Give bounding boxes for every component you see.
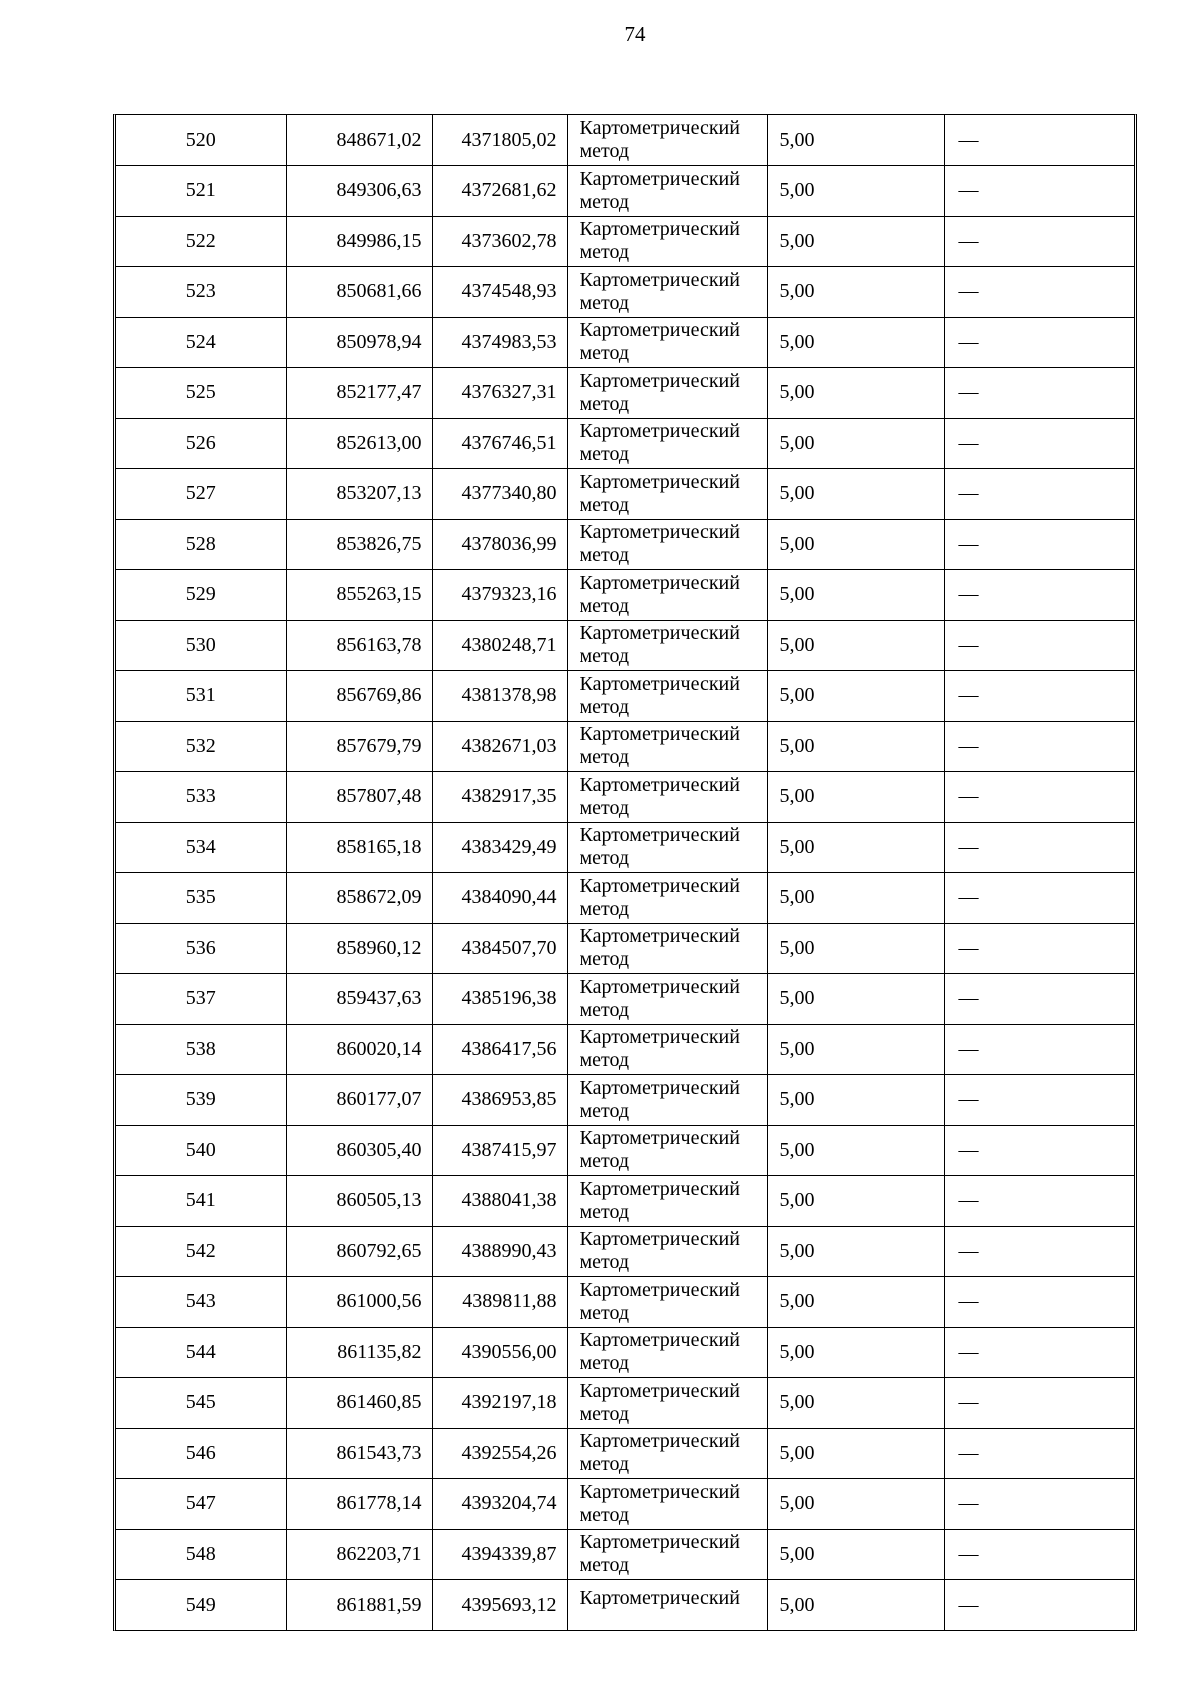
table-row: [116, 1327, 1134, 1378]
method-text: Картометрический метод: [579, 773, 740, 819]
method-cell: [567, 1125, 767, 1176]
y-coordinate-cell: 4384090,44: [432, 873, 567, 924]
accuracy-cell: 5,00: [767, 1024, 944, 1075]
accuracy-cell: 5,00: [767, 1277, 944, 1328]
description-cell: —: [944, 469, 1134, 520]
method-cell: [567, 570, 767, 621]
method-text: Картометрический метод: [579, 672, 740, 718]
description-cell: —: [944, 1529, 1134, 1580]
point-number-cell: 521: [116, 166, 286, 217]
accuracy-cell: 5,00: [767, 166, 944, 217]
description-cell: —: [944, 166, 1134, 217]
method-cell: [567, 1428, 767, 1479]
point-number-cell: 523: [116, 267, 286, 318]
description-cell: —: [944, 1580, 1134, 1631]
method-cell: [567, 267, 767, 318]
x-coordinate-cell: 860305,40: [286, 1125, 432, 1176]
point-number-cell: 546: [116, 1428, 286, 1479]
method-text: Картометрический: [579, 1586, 740, 1609]
x-coordinate-cell: 861543,73: [286, 1428, 432, 1479]
method-text: Картометрический метод: [579, 117, 740, 162]
point-number-cell: 535: [116, 873, 286, 924]
point-number-cell: 529: [116, 570, 286, 621]
accuracy-cell: 5,00: [767, 721, 944, 772]
x-coordinate-cell: 849306,63: [286, 166, 432, 217]
point-number-cell: 525: [116, 368, 286, 419]
y-coordinate-cell: 4374983,53: [432, 317, 567, 368]
accuracy-cell: 5,00: [767, 873, 944, 924]
accuracy-cell: 5,00: [767, 216, 944, 267]
point-number-cell: 528: [116, 519, 286, 570]
description-cell: —: [944, 822, 1134, 873]
x-coordinate-cell: 860020,14: [286, 1024, 432, 1075]
method-cell: [567, 1277, 767, 1328]
table-row: [116, 1277, 1134, 1328]
description-cell: —: [944, 923, 1134, 974]
method-text: Картометрический метод: [579, 1480, 740, 1526]
description-cell: —: [944, 418, 1134, 469]
table-row: [116, 620, 1134, 671]
method-cell: [567, 1327, 767, 1378]
description-cell: —: [944, 317, 1134, 368]
point-number-cell: 530: [116, 620, 286, 671]
description-cell: —: [944, 1277, 1134, 1328]
description-cell: —: [944, 216, 1134, 267]
point-number-cell: 531: [116, 671, 286, 722]
y-coordinate-cell: 4378036,99: [432, 519, 567, 570]
method-cell: [567, 923, 767, 974]
y-coordinate-cell: 4372681,62: [432, 166, 567, 217]
method-cell: [567, 721, 767, 772]
point-number-cell: 522: [116, 216, 286, 267]
y-coordinate-cell: 4395693,12: [432, 1580, 567, 1631]
method-cell: [567, 317, 767, 368]
point-number-cell: 526: [116, 418, 286, 469]
x-coordinate-cell: 860177,07: [286, 1075, 432, 1126]
x-coordinate-cell: 852613,00: [286, 418, 432, 469]
method-cell: [567, 1529, 767, 1580]
accuracy-cell: 5,00: [767, 974, 944, 1025]
x-coordinate-cell: 855263,15: [286, 570, 432, 621]
table-row: [116, 166, 1134, 217]
point-number-cell: 537: [116, 974, 286, 1025]
x-coordinate-cell: 859437,63: [286, 974, 432, 1025]
y-coordinate-cell: 4380248,71: [432, 620, 567, 671]
point-number-cell: 542: [116, 1226, 286, 1277]
description-cell: —: [944, 721, 1134, 772]
method-text: Картометрический метод: [579, 470, 740, 516]
description-cell: —: [944, 1428, 1134, 1479]
table-row: [116, 317, 1134, 368]
method-cell: [567, 1580, 767, 1631]
y-coordinate-cell: 4386953,85: [432, 1075, 567, 1126]
y-coordinate-cell: 4392554,26: [432, 1428, 567, 1479]
table-row: [116, 469, 1134, 520]
description-cell: —: [944, 267, 1134, 318]
x-coordinate-cell: 862203,71: [286, 1529, 432, 1580]
y-coordinate-cell: 4388041,38: [432, 1176, 567, 1227]
description-cell: —: [944, 1176, 1134, 1227]
method-cell: [567, 1479, 767, 1530]
x-coordinate-cell: 857679,79: [286, 721, 432, 772]
y-coordinate-cell: 4381378,98: [432, 671, 567, 722]
point-number-cell: 544: [116, 1327, 286, 1378]
description-cell: —: [944, 368, 1134, 419]
table-row: [116, 1125, 1134, 1176]
x-coordinate-cell: 852177,47: [286, 368, 432, 419]
description-cell: —: [944, 1075, 1134, 1126]
table-row: [116, 822, 1134, 873]
y-coordinate-cell: 4382671,03: [432, 721, 567, 772]
x-coordinate-cell: 849986,15: [286, 216, 432, 267]
y-coordinate-cell: 4389811,88: [432, 1277, 567, 1328]
x-coordinate-cell: 858672,09: [286, 873, 432, 924]
method-cell: [567, 418, 767, 469]
method-cell: [567, 368, 767, 419]
point-number-cell: 545: [116, 1378, 286, 1429]
y-coordinate-cell: 4382917,35: [432, 772, 567, 823]
method-cell: [567, 1024, 767, 1075]
method-text: Картометрический метод: [579, 571, 740, 617]
point-number-cell: 547: [116, 1479, 286, 1530]
point-number-cell: 548: [116, 1529, 286, 1580]
method-text: Картометрический метод: [579, 925, 740, 971]
method-text: Картометрический метод: [579, 622, 740, 668]
method-text: Картометрический метод: [579, 975, 740, 1021]
method-text: Картометрический метод: [579, 268, 740, 314]
table-row: [116, 1479, 1134, 1530]
description-cell: —: [944, 519, 1134, 570]
accuracy-cell: 5,00: [767, 1125, 944, 1176]
y-coordinate-cell: 4392197,18: [432, 1378, 567, 1429]
x-coordinate-cell: 860505,13: [286, 1176, 432, 1227]
x-coordinate-cell: 861000,56: [286, 1277, 432, 1328]
description-cell: —: [944, 873, 1134, 924]
table-row: [116, 115, 1134, 166]
x-coordinate-cell: 861881,59: [286, 1580, 432, 1631]
table-row: [116, 1580, 1134, 1631]
accuracy-cell: 5,00: [767, 368, 944, 419]
method-text: Картометрический метод: [579, 874, 740, 920]
method-text: Картометрический метод: [579, 420, 740, 466]
accuracy-cell: 5,00: [767, 1529, 944, 1580]
table-row: [116, 1378, 1134, 1429]
point-number-cell: 520: [116, 115, 286, 166]
accuracy-cell: 5,00: [767, 418, 944, 469]
accuracy-cell: 5,00: [767, 317, 944, 368]
accuracy-cell: 5,00: [767, 115, 944, 166]
accuracy-cell: 5,00: [767, 923, 944, 974]
point-number-cell: 533: [116, 772, 286, 823]
method-cell: [567, 620, 767, 671]
method-cell: [567, 772, 767, 823]
x-coordinate-cell: 861135,82: [286, 1327, 432, 1378]
y-coordinate-cell: 4374548,93: [432, 267, 567, 318]
point-number-cell: 527: [116, 469, 286, 520]
table-row: [116, 1529, 1134, 1580]
accuracy-cell: 5,00: [767, 570, 944, 621]
method-text: Картометрический метод: [579, 723, 740, 769]
y-coordinate-cell: 4376327,31: [432, 368, 567, 419]
accuracy-cell: 5,00: [767, 822, 944, 873]
x-coordinate-cell: 853207,13: [286, 469, 432, 520]
y-coordinate-cell: 4377340,80: [432, 469, 567, 520]
table-row: [116, 216, 1134, 267]
point-number-cell: 532: [116, 721, 286, 772]
point-number-cell: 543: [116, 1277, 286, 1328]
y-coordinate-cell: 4386417,56: [432, 1024, 567, 1075]
table-row: [116, 519, 1134, 570]
description-cell: —: [944, 1327, 1134, 1378]
table-row: [116, 873, 1134, 924]
table-row: [116, 1024, 1134, 1075]
coordinates-table-body: [116, 115, 1134, 1630]
point-number-cell: 538: [116, 1024, 286, 1075]
accuracy-cell: 5,00: [767, 671, 944, 722]
table-row: [116, 1176, 1134, 1227]
y-coordinate-cell: 4388990,43: [432, 1226, 567, 1277]
method-cell: [567, 1075, 767, 1126]
method-cell: [567, 166, 767, 217]
method-cell: [567, 1226, 767, 1277]
table-row: [116, 923, 1134, 974]
x-coordinate-cell: 853826,75: [286, 519, 432, 570]
x-coordinate-cell: 856769,86: [286, 671, 432, 722]
x-coordinate-cell: 848671,02: [286, 115, 432, 166]
accuracy-cell: 5,00: [767, 469, 944, 520]
x-coordinate-cell: 861778,14: [286, 1479, 432, 1530]
y-coordinate-cell: 4383429,49: [432, 822, 567, 873]
table-row: [116, 418, 1134, 469]
table-row: [116, 974, 1134, 1025]
accuracy-cell: 5,00: [767, 1176, 944, 1227]
table-row: [116, 671, 1134, 722]
method-cell: [567, 216, 767, 267]
y-coordinate-cell: 4371805,02: [432, 115, 567, 166]
method-text: Картометрический метод: [579, 1379, 740, 1425]
description-cell: —: [944, 570, 1134, 621]
method-cell: [567, 822, 767, 873]
table-row: [116, 1075, 1134, 1126]
accuracy-cell: 5,00: [767, 1327, 944, 1378]
y-coordinate-cell: 4384507,70: [432, 923, 567, 974]
y-coordinate-cell: 4373602,78: [432, 216, 567, 267]
y-coordinate-cell: 4387415,97: [432, 1125, 567, 1176]
table-row: [116, 721, 1134, 772]
x-coordinate-cell: 850978,94: [286, 317, 432, 368]
method-text: Картометрический метод: [579, 521, 740, 567]
method-text: Картометрический метод: [579, 1228, 740, 1274]
accuracy-cell: 5,00: [767, 620, 944, 671]
description-cell: —: [944, 1024, 1134, 1075]
method-cell: [567, 873, 767, 924]
accuracy-cell: 5,00: [767, 1428, 944, 1479]
accuracy-cell: 5,00: [767, 772, 944, 823]
y-coordinate-cell: 4385196,38: [432, 974, 567, 1025]
method-text: Картометрический метод: [579, 1430, 740, 1476]
x-coordinate-cell: 850681,66: [286, 267, 432, 318]
table-row: [116, 1428, 1134, 1479]
table-row: [116, 570, 1134, 621]
method-text: Картометрический метод: [579, 218, 740, 264]
description-cell: —: [944, 1226, 1134, 1277]
method-text: Картометрический метод: [579, 1278, 740, 1324]
method-cell: [567, 519, 767, 570]
method-cell: [567, 671, 767, 722]
table-row: [116, 267, 1134, 318]
coordinates-table: [113, 114, 1137, 1631]
table-row: [116, 772, 1134, 823]
method-text: Картометрический метод: [579, 1076, 740, 1122]
method-text: Картометрический метод: [579, 1329, 740, 1375]
table-row: [116, 1226, 1134, 1277]
point-number-cell: 536: [116, 923, 286, 974]
y-coordinate-cell: 4390556,00: [432, 1327, 567, 1378]
x-coordinate-cell: 860792,65: [286, 1226, 432, 1277]
point-number-cell: 539: [116, 1075, 286, 1126]
description-cell: —: [944, 1479, 1134, 1530]
method-text: Картометрический метод: [579, 319, 740, 365]
description-cell: —: [944, 1378, 1134, 1429]
description-cell: —: [944, 620, 1134, 671]
description-cell: —: [944, 115, 1134, 166]
y-coordinate-cell: 4376746,51: [432, 418, 567, 469]
accuracy-cell: 5,00: [767, 519, 944, 570]
method-text: Картометрический метод: [579, 369, 740, 415]
accuracy-cell: 5,00: [767, 1075, 944, 1126]
y-coordinate-cell: 4379323,16: [432, 570, 567, 621]
x-coordinate-cell: 856163,78: [286, 620, 432, 671]
method-text: Картометрический метод: [579, 824, 740, 870]
point-number-cell: 549: [116, 1580, 286, 1631]
method-cell: [567, 1176, 767, 1227]
point-number-cell: 540: [116, 1125, 286, 1176]
x-coordinate-cell: 858165,18: [286, 822, 432, 873]
method-text: Картометрический метод: [579, 167, 740, 213]
method-text: Картометрический метод: [579, 1177, 740, 1223]
method-cell: [567, 974, 767, 1025]
x-coordinate-cell: 857807,48: [286, 772, 432, 823]
description-cell: —: [944, 772, 1134, 823]
method-text: Картометрический метод: [579, 1127, 740, 1173]
method-text: Картометрический метод: [579, 1026, 740, 1072]
point-number-cell: 534: [116, 822, 286, 873]
description-cell: —: [944, 671, 1134, 722]
x-coordinate-cell: 858960,12: [286, 923, 432, 974]
method-cell: [567, 469, 767, 520]
method-cell: [567, 1378, 767, 1429]
point-number-cell: 524: [116, 317, 286, 368]
accuracy-cell: 5,00: [767, 1226, 944, 1277]
accuracy-cell: 5,00: [767, 1580, 944, 1631]
x-coordinate-cell: 861460,85: [286, 1378, 432, 1429]
table-row: [116, 368, 1134, 419]
description-cell: —: [944, 1125, 1134, 1176]
page-number: 74: [624, 22, 646, 46]
method-text: Картометрический метод: [579, 1531, 740, 1577]
point-number-cell: 541: [116, 1176, 286, 1227]
coordinates-table-grid: [116, 115, 1134, 1630]
y-coordinate-cell: 4393204,74: [432, 1479, 567, 1530]
description-cell: —: [944, 974, 1134, 1025]
accuracy-cell: 5,00: [767, 1378, 944, 1429]
accuracy-cell: 5,00: [767, 267, 944, 318]
accuracy-cell: 5,00: [767, 1479, 944, 1530]
y-coordinate-cell: 4394339,87: [432, 1529, 567, 1580]
method-cell: [567, 115, 767, 166]
